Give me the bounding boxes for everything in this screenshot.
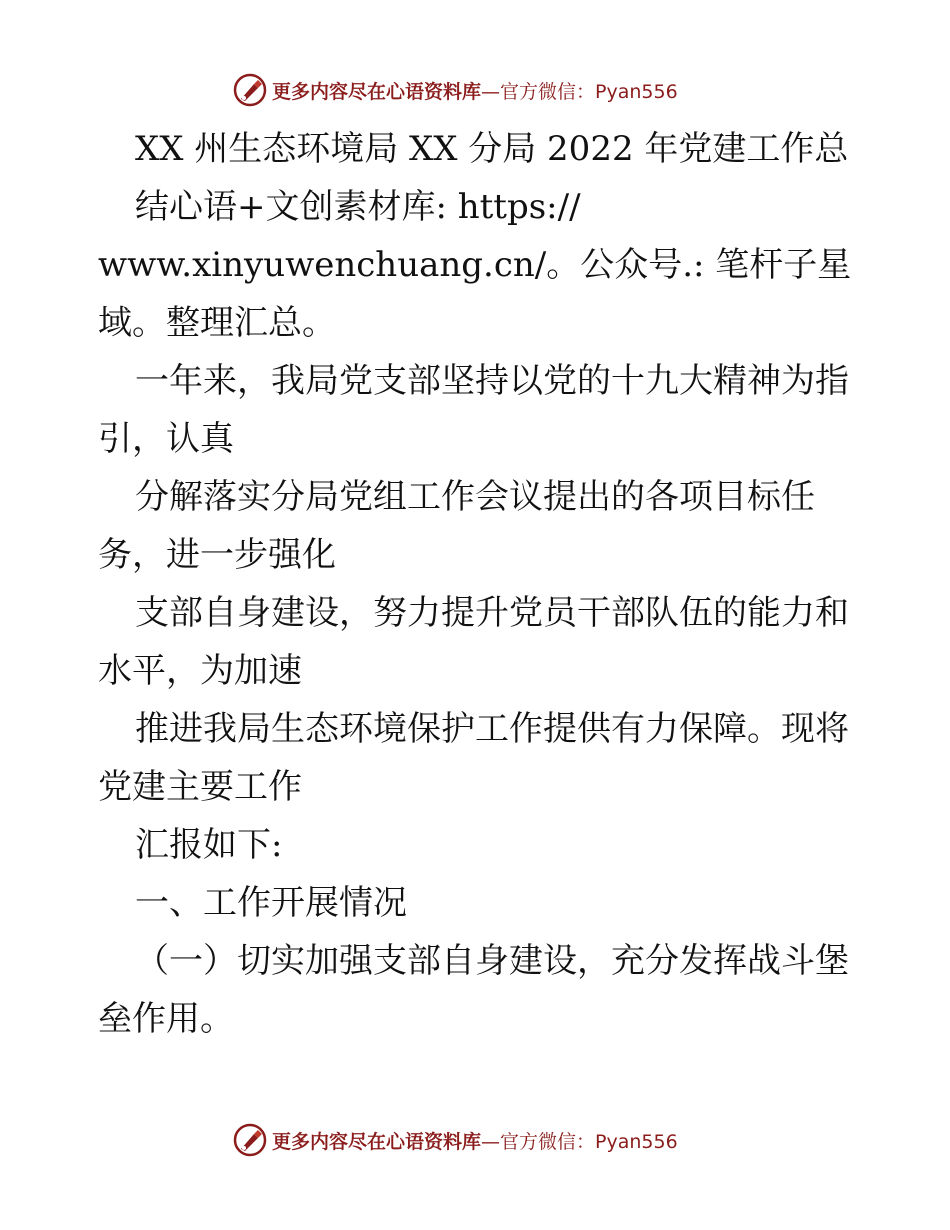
text-line: 分解落实分局党组工作会议提出的各项目标任 — [135, 477, 815, 517]
text-line: www.xinyuwenchuang.cn/。公众号.: 笔杆子星 — [98, 245, 852, 285]
banner-sub-text: —官方微信：Pyan556 — [481, 1130, 678, 1153]
text-line: 域。整理汇总。 — [98, 303, 336, 343]
text-line: 引，认真 — [98, 419, 234, 459]
document-body — [98, 120, 898, 1048]
text-line: 一、工作开展情况 — [135, 883, 407, 923]
text-line: 一年来，我局党支部坚持以党的十九大精神为指 — [135, 361, 849, 401]
text-line: 结心语+文创素材库: https:// — [135, 187, 581, 227]
text-line: 务，进一步强化 — [98, 535, 336, 575]
text-line: 党建主要工作 — [98, 767, 302, 807]
text-line: （一）切实加强支部自身建设，充分发挥战斗堡 — [135, 941, 849, 981]
text-line: XX 州生态环境局 XX 分局 2022 年党建工作总 — [135, 129, 849, 169]
text-line: 汇报如下: — [135, 825, 283, 865]
banner-main-text: 更多内容尽在心语资料库 — [272, 1130, 482, 1153]
text-line: 支部自身建设，努力提升党员干部队伍的能力和 — [135, 593, 849, 633]
banner-sub-text: —官方微信：Pyan556 — [481, 80, 678, 103]
text-line: 水平，为加速 — [98, 651, 302, 691]
text-line: 垒作用。 — [98, 999, 234, 1039]
pen-logo-icon — [232, 1122, 268, 1158]
header-banner — [232, 70, 678, 110]
text-line: 推进我局生态环境保护工作提供有力保障。现将 — [135, 709, 849, 749]
pen-logo-icon — [232, 72, 268, 108]
banner-main-text: 更多内容尽在心语资料库 — [272, 80, 482, 103]
footer-banner — [232, 1120, 678, 1160]
